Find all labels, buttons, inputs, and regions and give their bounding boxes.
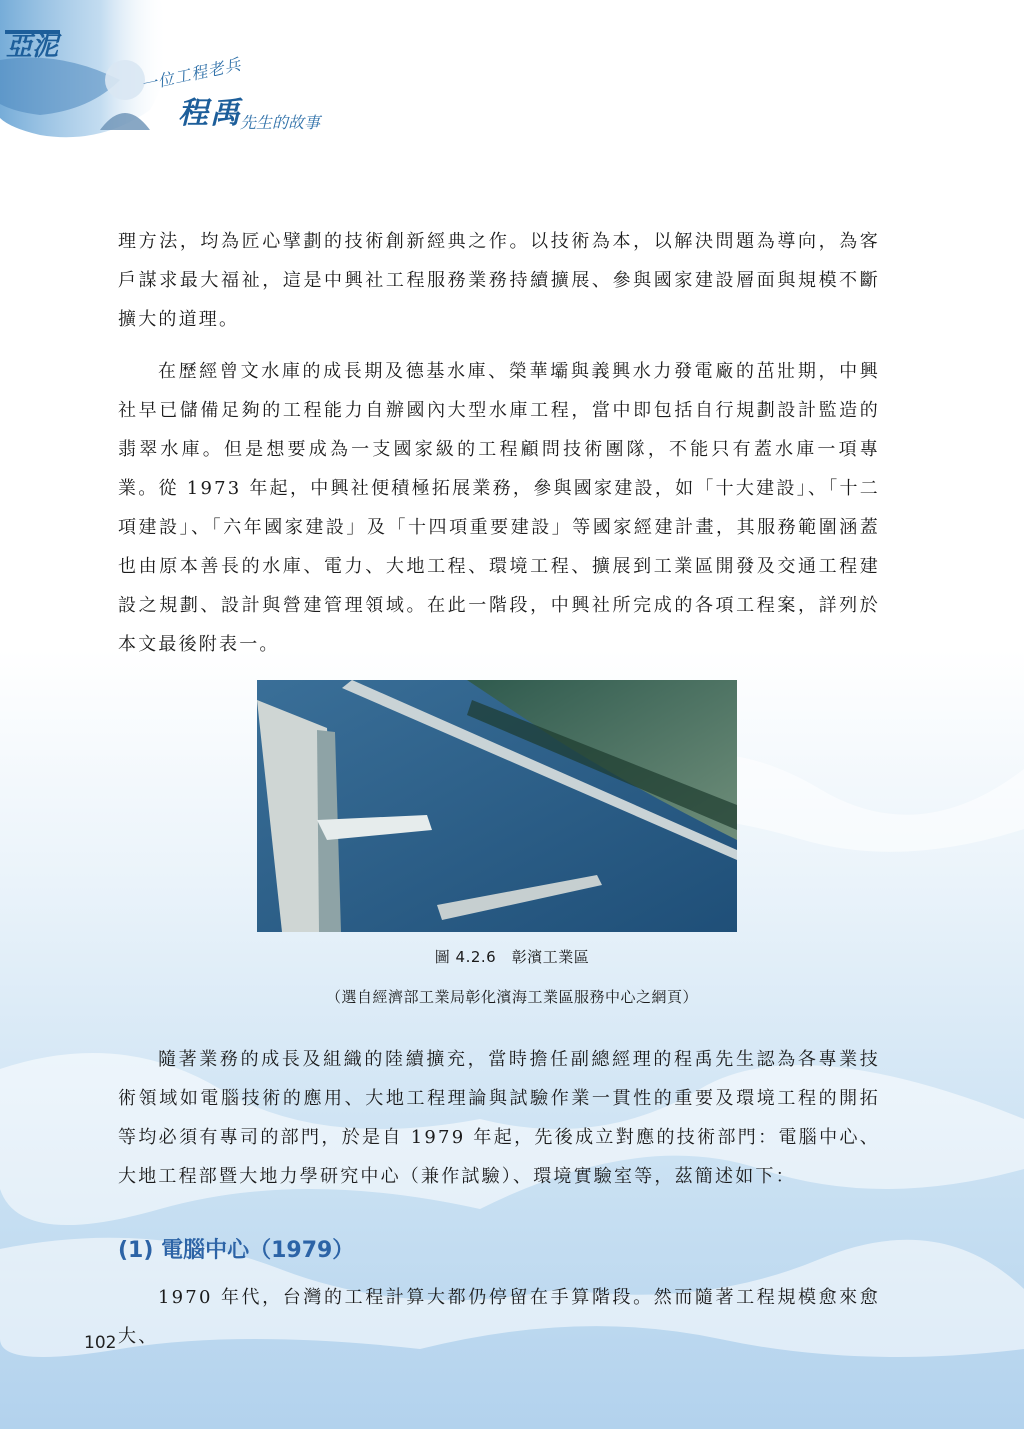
paragraph-1: 理方法，均為匠心擘劃的技術創新經典之作。以技術為本，以解決問題為導向，為客戶謀求最大福祉，這是中興社工程服務業務持續擴展、參與國家建設層面與規模不斷擴大的道理。 xyxy=(118,231,880,330)
page-number: 102 xyxy=(84,1333,117,1353)
header-subtitle-bottom: 先生的故事 xyxy=(240,113,321,132)
figure-source: （選自經濟部工業局彰化濱海工業區服務中心之網頁） xyxy=(325,988,698,1006)
figure-caption: 圖 4.2.6 彰濱工業區 xyxy=(434,948,590,966)
paragraph-3: 隨著業務的成長及組織的陸續擴充，當時擔任副總經理的程禹先生認為各專業技術領域如電腦技術的應用、大地工程理論與試驗作業一貫性的重要及環境工程的開拓等均必須有專司的部門，於是自 1979 年起，先後成立對應的技術部門：電腦中心、大地工程部暨大地力學研究中心（兼作試驗）、環境實驗室等，茲簡述如下： xyxy=(118,1049,880,1187)
figure-photo xyxy=(257,680,737,932)
svg-text:亞泥: 亞泥 xyxy=(6,32,59,62)
header-name: 程禹 xyxy=(178,96,242,131)
section-heading: (1) 電腦中心（1979） xyxy=(118,1238,355,1263)
paragraph-2: 在歷經曾文水庫的成長期及德基水庫、榮華壩與義興水力發電廠的茁壯期，中興社早已儲備足夠的工程能力自辦國內大型水庫工程，當中即包括自行規劃設計監造的翡翠水庫。但是想要成為一支國家級的工程顧問技術團隊，不能只有蓋水庫一項專業。從 1973 年起，中興社便積極拓展業務，參與國家建設，如「十大建設」、「十二項建設」、「六年國家建設」及「十四項重要建設」等國家經建計畫，其服務範圍涵蓋也由原本善長的水庫、電力、大地工程、環境工程、擴展到工業區開發及交通工程建設之規劃、設計與營建管理領域。在此一階段，中興社所完成的各項工程案，詳列於本文最後附表一。 xyxy=(118,361,880,655)
header-subtitle-top: 一位工程老兵 xyxy=(139,54,244,95)
page-header xyxy=(0,0,360,150)
paragraph-4: 1970 年代，台灣的工程計算大都仍停留在手算階段。然而隨著工程規模愈來愈大、 xyxy=(118,1287,880,1347)
